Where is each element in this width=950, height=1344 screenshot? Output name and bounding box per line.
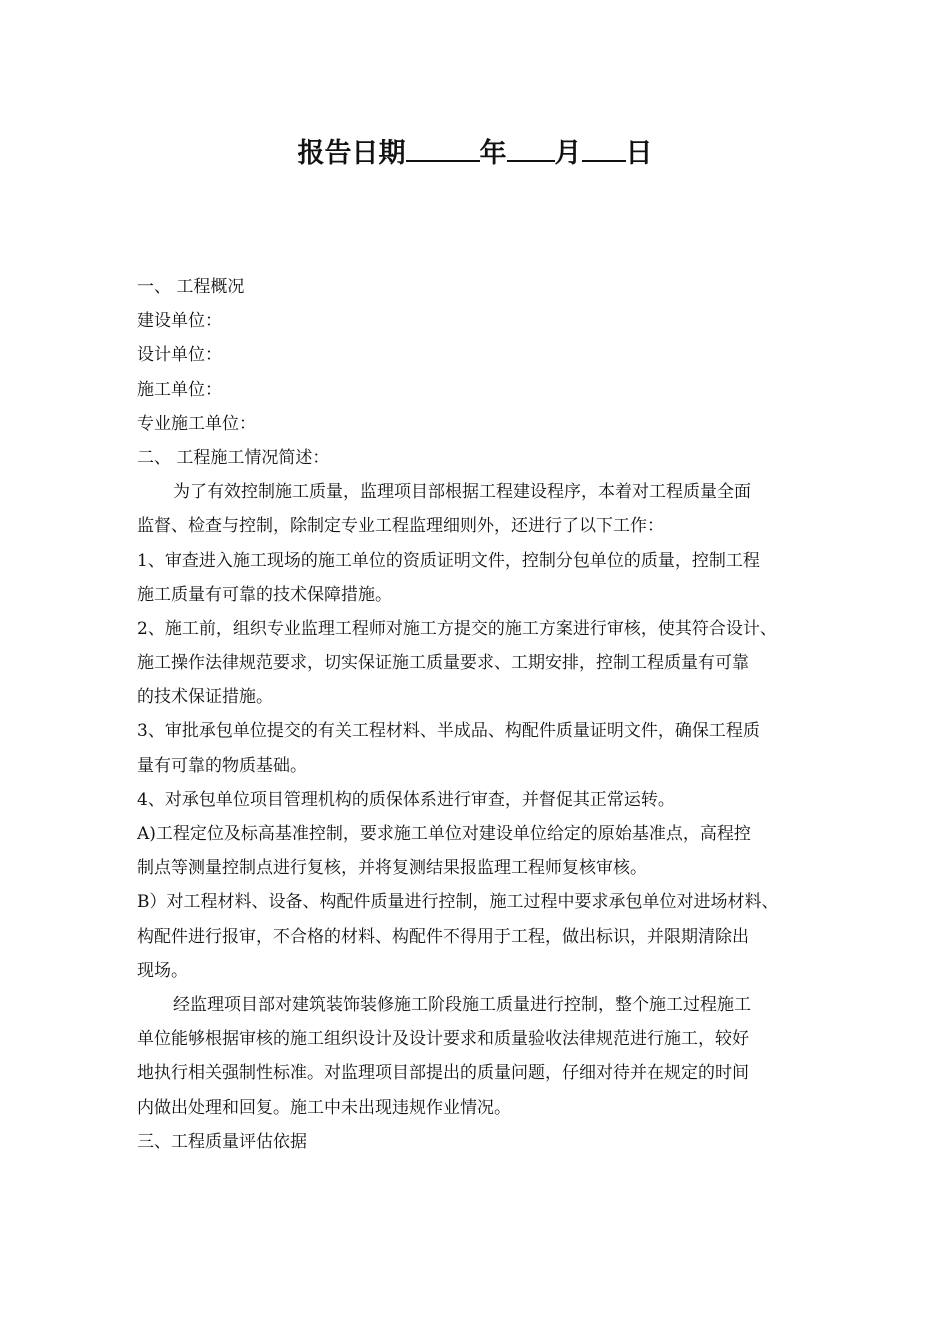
year-blank xyxy=(406,130,480,162)
owner-unit-field: 建设单位： xyxy=(137,311,222,332)
paragraph-line: 的技术保证措施。 xyxy=(137,687,273,708)
sub-item-a: A)工程定位及标高基准控制，要求施工单位对建设单位给定的原始基准点，高程控 xyxy=(137,824,751,844)
construction-unit-field: 施工单位： xyxy=(137,379,222,400)
specialty-unit-field: 专业施工单位： xyxy=(137,413,256,434)
section-3-heading: 三、工程质量评估依据 xyxy=(137,1131,307,1152)
paragraph-line: 施工质量有可靠的技术保障措施。 xyxy=(137,584,392,605)
list-item-4: 4、对承包单位项目管理机构的质保体系进行审查，并督促其正常运转。 xyxy=(137,789,675,810)
day-blank xyxy=(582,130,626,162)
sub-item-b: B）对工程材料、设备、构配件质量进行控制，施工过程中要求承包单位对进场材料、 xyxy=(137,892,779,913)
paragraph-line: 量有可靠的物质基础。 xyxy=(137,755,307,776)
paragraph-line: 制点等测量控制点进行复核，并将复测结果报监理工程师复核审核。 xyxy=(137,858,647,879)
month-blank xyxy=(507,130,555,162)
paragraph-line: 单位能够根据审核的施工组织设计及设计要求和质量验收法律规范进行施工，较好 xyxy=(137,1029,749,1050)
section-1-heading: 一、 工程概况 xyxy=(137,277,245,297)
section-2-heading: 二、 工程施工情况简述： xyxy=(137,447,330,468)
paragraph-line: 内做出处理和回复。施工中未出现违规作业情况。 xyxy=(137,1097,511,1118)
paragraph-line: 为了有效控制施工质量，监理项目部根据工程建设程序，本着对工程质量全面 xyxy=(173,482,751,503)
list-item-2: 2、施工前，组织专业监理工程师对施工方提交的施工方案进行审核，使其符合设计、 xyxy=(137,618,777,639)
paragraph-line: 地执行相关强制性标准。对监理项目部提出的质量问题，仔细对待并在规定的时间 xyxy=(137,1063,749,1084)
list-item-1: 1、审查进入施工现场的施工单位的资质证明文件，控制分包单位的质量，控制工程 xyxy=(137,550,760,571)
document-body xyxy=(137,270,853,1159)
report-date-label: 报告日期 xyxy=(297,138,406,169)
list-item-3: 3、审批承包单位提交的有关工程材料、半成品、构配件质量证明文件，确保工程质 xyxy=(137,721,760,742)
month-label: 月 xyxy=(554,138,582,169)
report-date-heading xyxy=(0,130,950,174)
paragraph-line: 经监理项目部对建筑装饰装修施工阶段施工质量进行控制，整个施工过程施工 xyxy=(173,994,751,1015)
paragraph-line: 构配件进行报审，不合格的材料、构配件不得用于工程，做出标识，并限期清除出 xyxy=(137,926,749,947)
paragraph-line: 施工操作法律规范要求，切实保证施工质量要求、工期安排，控制工程质量有可靠 xyxy=(137,653,749,674)
year-label: 年 xyxy=(479,138,507,169)
day-label: 日 xyxy=(625,138,653,169)
paragraph-line: 现场。 xyxy=(137,960,188,981)
paragraph-line: 监督、检查与控制，除制定专业工程监理细则外，还进行了以下工作： xyxy=(137,516,664,537)
design-unit-field: 设计单位： xyxy=(137,345,222,366)
